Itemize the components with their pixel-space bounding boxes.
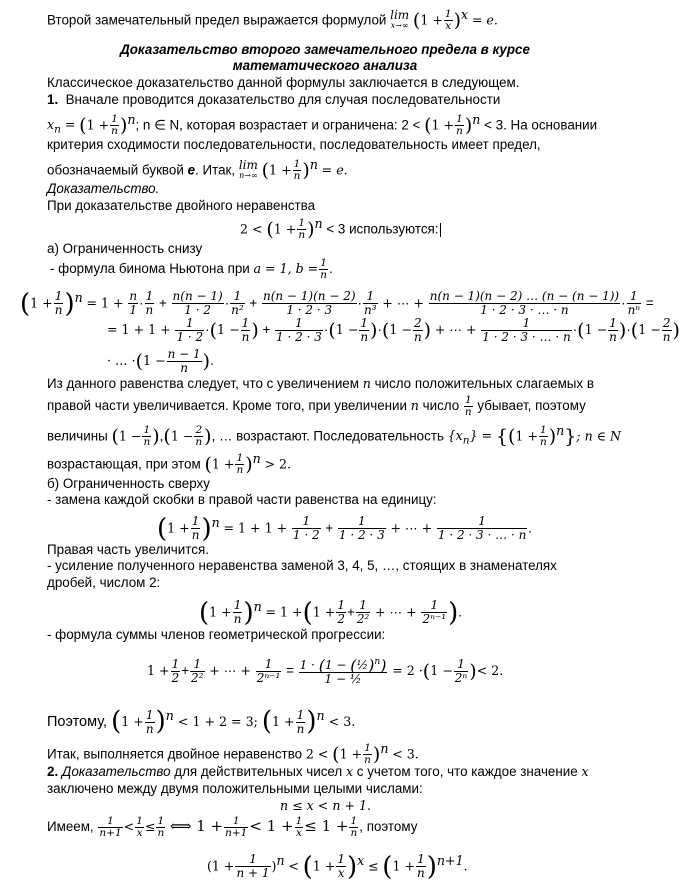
step-2-text-b: с учетом того, что каждое значение bbox=[356, 764, 578, 779]
step-1-text: Вначале проводится доказательство для случая последовательности bbox=[65, 92, 501, 107]
final-inequality: (1 + $\frac{1}{n + 1}$ )$^n$ < (1 + $\frac{1}{x}$ )$^x$ ≤ (1 + $\frac{1}{n}$ )$^{n+1}$. bbox=[207, 851, 468, 882]
step-1-line bbox=[47, 91, 500, 108]
double-ineq-a: 2 < bbox=[240, 221, 263, 237]
strengthen-line-1: - усиление полученного неравенства заменой 3, 4, 5, …, стоящих в знаменателях bbox=[47, 558, 557, 573]
therefore-a: Поэтому, bbox=[47, 713, 108, 730]
newton-values: a = 1, b = bbox=[253, 261, 319, 277]
increasing-b: > 2. bbox=[264, 456, 292, 472]
therefore-c: < 3. bbox=[328, 713, 356, 729]
conclusion-2b: число bbox=[422, 398, 460, 414]
section-heading-line-2: математического анализа bbox=[232, 58, 418, 73]
intro-text: Второй замечательный предел выражается формулой bbox=[47, 12, 387, 28]
letter-e: e bbox=[187, 162, 196, 178]
geometric-formula: 1 + $\frac{1}{2}$ + $\frac{1}{\text{2²}}$ + ⋯ + $\frac{1}{\text{2ⁿ⁻¹}}$ = $\frac{1 \cdot (1 - (\frac{1}{2})^n)}{\text{1 − ½}}$ = 2 ·(1 − $\frac{1}{\text{2ⁿ}}$ )< 2. bbox=[147, 656, 504, 687]
therefore-line: Поэтому, (1 + $\frac{1}{n}$ )$^n$ < 1 + 2 = 3; (1 + $\frac{1}{n}$ )$^n$ < 3. bbox=[47, 706, 356, 737]
newton-label: - формула бинома Ньютона при bbox=[50, 261, 250, 277]
final-a: (1 + bbox=[207, 858, 235, 874]
conclusion-1b: число положительных слагаемых в bbox=[374, 376, 594, 391]
holds-a: Итак, выполняется двойное неравенство bbox=[47, 746, 303, 762]
conclusion-1a: Из данного равенства следует, что с увеличением bbox=[47, 376, 359, 391]
values-line: величины (1 − $\frac{1}{n}$ ),(1 − $\frac{2}{n}$ ), … возрастают. Последовательность $\{x_n\} = \{(1$ + $\frac{1}{n}$ )$^n$}; n ∈ N bbox=[47, 423, 622, 449]
have-b: , поэтому bbox=[359, 819, 418, 834]
intro-paragraph: Классическое доказательство данной формулы заключается в следующем. bbox=[47, 75, 520, 90]
conclusion-line-2: правой части увеличивается. Кроме того, при увеличении n число $\frac{1}{n}$ убывает, поэтому bbox=[47, 394, 586, 418]
strengthen-line-2: дробей, числом 2: bbox=[47, 575, 161, 590]
dots-5: + ⋯ + bbox=[209, 663, 251, 678]
geometric-line: - формула суммы членов геометрической прогрессии: bbox=[47, 627, 386, 642]
limit-value: = e. bbox=[471, 12, 498, 28]
double-inequality-intro: При доказательстве двойного неравенства bbox=[47, 198, 316, 213]
range-inequality: n ≤ x < n + 1. bbox=[280, 798, 372, 813]
sequence-text-b: < 3. На основании bbox=[484, 117, 598, 133]
binomial-expansion-line-1: (1 + $\frac{1}{n}$ )$^n$ = 1 + $\frac{n}{1}$ · $\frac{1}{n}$ + $\frac{n(n - 1)}{1 \cdot 2}$ · $\frac{1}{\text{n²}}$ + $\frac{n(n - 1)(n - 2)}{1 \cdot 2 \cdot 3}$ · $\frac{1}{\text{n³}}$ + ⋯ + $\frac{n(n - 1)(n - 2) \dots (n - (n - 1))}{1 \cdot 2 \cdot 3 \cdot \dots \cdot n}$ · $\frac{1}{\text{nⁿ}}$ = bbox=[20, 288, 654, 319]
eq-sign-1: = 1 + bbox=[86, 295, 124, 311]
ellipsis-mul: · … · bbox=[107, 353, 136, 369]
intro-line: Второй замечательный предел выражается формулой lim x→∞ (1 + $\frac{1}{x}$ )$^x$ = e. bbox=[47, 7, 498, 33]
sequence-definition: $x_n = (1$ + $\frac{1}{n}$ )$^n$; n ∈ N, которая возрастает и ограничена: 2 < (1 + $\frac{1}{n}$ )$^n$ < 3. На основании bbox=[47, 112, 598, 138]
step-2-ital: Доказательство bbox=[61, 764, 171, 779]
proof-label: Доказательство. bbox=[47, 181, 160, 196]
named-text-a: обозначаемый буквой bbox=[47, 162, 184, 178]
have-a: Имеем, bbox=[47, 819, 94, 834]
step-2-text-a: для действительных чисел bbox=[174, 764, 343, 779]
bound-below-label: а) Ограниченность снизу bbox=[47, 241, 203, 256]
have-line: Имеем, $\frac{1}{n+1}$ < $\frac{1}{x}$ ≤ $\frac{1}{n}$ ⟺ 1 + $\frac{1}{n+1}$ < 1 + $\frac{1}{x}$ ≤ 1 + $\frac{1}{n}$ , поэтому bbox=[47, 814, 418, 839]
holds-b: 2 < bbox=[305, 746, 329, 762]
increasing-a: возрастающая, при этом bbox=[47, 456, 201, 472]
step-1-number: 1. bbox=[47, 92, 59, 107]
section-heading-line-1: Доказательство второго замечательного предела в курсе bbox=[120, 42, 530, 57]
values-b: , … возрастают. Последовательность bbox=[211, 428, 444, 444]
holds-line: Итак, выполняется двойное неравенство 2 < (1 + $\frac{1}{n}$ )$^n$ < 3. bbox=[47, 741, 419, 767]
sequence-text-a: ; n ∈ N, которая возрастает и ограничена: 2 < bbox=[135, 117, 421, 133]
step-2-line: 2. Доказательство для действительных чисел x с учетом того, что каждое значение x bbox=[47, 764, 589, 779]
final-d: . bbox=[463, 858, 468, 874]
step-2-number: 2. bbox=[47, 764, 59, 779]
therefore-b: < 1 + 2 = 3; bbox=[177, 713, 258, 729]
dots-3: + ⋯ + bbox=[390, 520, 433, 536]
strengthened-formula: (1 + $\frac{1}{n}$ )$^n$ = 1 +(1 + $\frac{1}{2}$ + $\frac{1}{\text{2²}}$ + ⋯ + $\frac{1}{\text{2ⁿ⁻¹}}$ ). bbox=[199, 597, 462, 628]
binomial-expansion-line-3: · … ·(1 − $\frac{n - 1}{n}$ ). bbox=[107, 347, 214, 375]
limit-symbol: lim x→∞ bbox=[390, 8, 410, 31]
step-2-line-2: заключено между двумя положительными целыми числами: bbox=[47, 781, 423, 796]
dots-4: + ⋯ + bbox=[375, 604, 417, 620]
increasing-line: возрастающая, при этом (1 + $\frac{1}{n}$ )$^n$ > 2. bbox=[47, 451, 292, 477]
replace-line: - замена каждой скобки в правой части равенства на единицу: bbox=[47, 492, 437, 507]
final-b: ) bbox=[271, 858, 277, 874]
eq-sign-2: = 1 + 1 + bbox=[107, 322, 171, 337]
conclusion-line-1: Из данного равенства следует, что с увеличением n число положительных слагаемых в bbox=[47, 376, 594, 391]
right-grows-line: Правая часть увеличится. bbox=[47, 542, 209, 557]
bound-above-label: б) Ограниченность сверху bbox=[47, 476, 210, 491]
dots-1: + ⋯ + bbox=[382, 295, 424, 311]
named-text-b: . Итак, bbox=[195, 162, 236, 178]
criteria-line: критерия сходимости последовательности, последовательность имеет предел, bbox=[47, 137, 541, 152]
values-c: ; n ∈ N bbox=[576, 428, 622, 444]
upper-bound-formula: (1 + $\frac{1}{n}$ )$^n$ = 1 + 1 + $\frac{1}{1 \cdot 2}$ + $\frac{1}{1 \cdot 2 \cdot 3}$ + ⋯ + $\frac{1}{1 \cdot 2 \cdot 3 \cdot \dots \cdot n}$ . bbox=[157, 513, 533, 544]
holds-c: < 3. bbox=[392, 746, 419, 762]
named-text-c: = e. bbox=[321, 162, 348, 178]
values-a: величины bbox=[47, 428, 108, 444]
double-inequality: 2 < (1 + $\frac{1}{n}$ )$^n$ < 3 используются: bbox=[240, 216, 439, 242]
double-ineq-b: < 3 используются: bbox=[326, 221, 439, 237]
dots-2: + ⋯ + bbox=[434, 322, 477, 337]
conclusion-2a: правой части увеличивается. Кроме того, при увеличении bbox=[47, 398, 408, 414]
conclusion-2c: убывает, поэтому bbox=[477, 398, 586, 414]
binomial-expansion-line-2: = 1 + 1 + $\frac{1}{1 \cdot 2}$ ·(1 − $\frac{1}{n}$ ) + $\frac{1}{1 \cdot 2 \cdot 3}$ ·(1 − $\frac{1}{n}$ )·(1 − $\frac{2}{n}$ ) + ⋯ + $\frac{1}{1 \cdot 2 \cdot 3 \cdot \dots \cdot n}$ ·(1 − $\frac{1}{n}$ )·(1 − $\frac{2}{n}$ ) bbox=[107, 315, 680, 344]
named-e-line: обозначаемый буквой e. Итак, lim n→∞ (1 + $\frac{1}{n}$ )$^n$ = e. bbox=[47, 157, 348, 183]
final-c: ≤ bbox=[367, 858, 379, 874]
newton-line: - формула бинома Ньютона при a = 1, b = $\frac{1}{n}$ . bbox=[50, 257, 333, 281]
